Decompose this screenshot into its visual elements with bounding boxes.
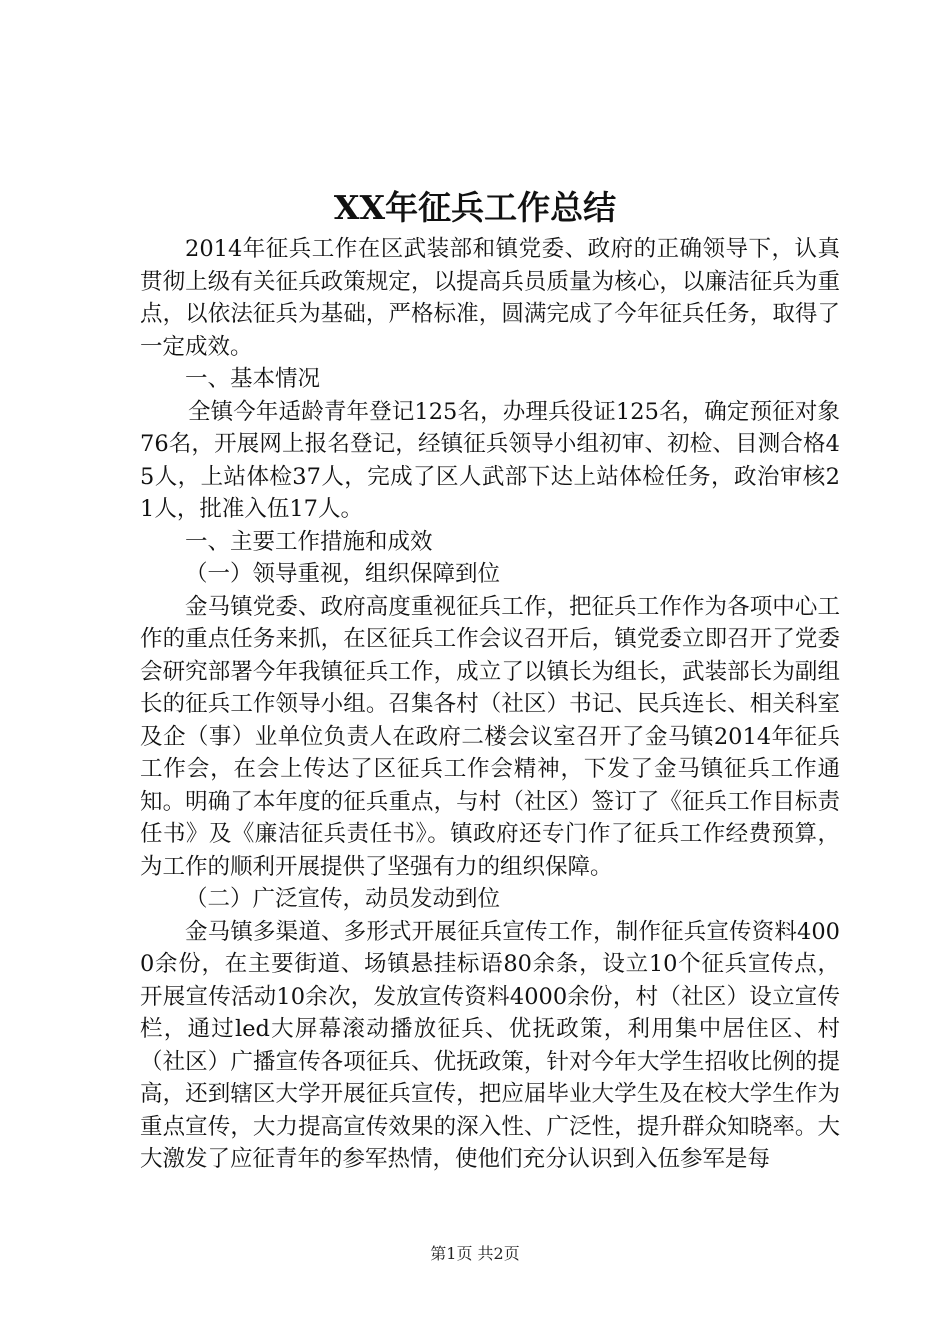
subheading-leadership: （一）领导重视，组织保障到位 (185, 561, 501, 587)
subheading-publicity: （二）广泛宣传，动员发动到位 (185, 886, 501, 912)
page-footer: 第1页 共2页 (430, 1244, 520, 1263)
heading-main-measures: 一、主要工作措施和成效 (185, 528, 433, 555)
paragraph-leadership: 金马镇党委、政府高度重视征兵工作，把征兵工作作为各项中心工作的重点任务来抓，在区征兵工作会议召开后，镇党委立即召开了党委会研究部署今年我镇征兵工作，成立了以镇长为组长，武装部长为副组长的征兵工作领导小组。召集各村（社区）书记、民兵连长、相关科室及企（事）业单位负责人在政府二楼会议室召开了金马镇2014年征兵工作会，在会上传达了区征兵工作会精神，下发了金马镇征兵工作通知。明确了本年度的征兵重点，与村（社区）签订了《征兵工作目标责任书》及《廉洁征兵责任书》。镇政府还专门作了征兵工作经费预算，为工作的顺利开展提供了坚强有力的组织保障。 (140, 593, 840, 880)
document-body (140, 233, 840, 1176)
heading-basic-situation: 一、基本情况 (185, 366, 321, 392)
paragraph-publicity: 金马镇多渠道、多形式开展征兵宣传工作，制作征兵宣传资料4000余份，在主要街道、场镇悬挂标语80余条，设立10个征兵宣传点，开展宣传活动10余次，发放宣传资料4000余份，村（社区）设立宣传栏，通过led大屏幕滚动播放征兵、优抚政策，利用集中居住区、村（社区）广播宣传各项征兵、优抚政策，针对今年大学生招收比例的提高，还到辖区大学开展征兵宣传，把应届毕业大学生及在校大学生作为重点宣传，大力提高宣传效果的深入性、广泛性，提升群众知晓率。大大激发了应征青年的参军热情，使他们充分认识到入伍参军是每 (140, 918, 840, 1172)
paragraph-basic-situation: 全镇今年适龄青年登记125名，办理兵役证125名，确定预征对象76名，开展网上报名登记，经镇征兵领导小组初审、初检、目测合格45人，上站体检37人，完成了区人武部下达上站体检任务，政治审核21人，批准入伍17人。 (140, 398, 840, 522)
paragraph-intro: 2014年征兵工作在区武装部和镇党委、政府的正确领导下，认真贯彻上级有关征兵政策规定，以提高兵员质量为核心，以廉洁征兵为重点，以依法征兵为基础，严格标准，圆满完成了今年征兵任务，取得了一定成效。 (140, 236, 840, 360)
document-title: XX年征兵工作总结 (333, 188, 617, 227)
